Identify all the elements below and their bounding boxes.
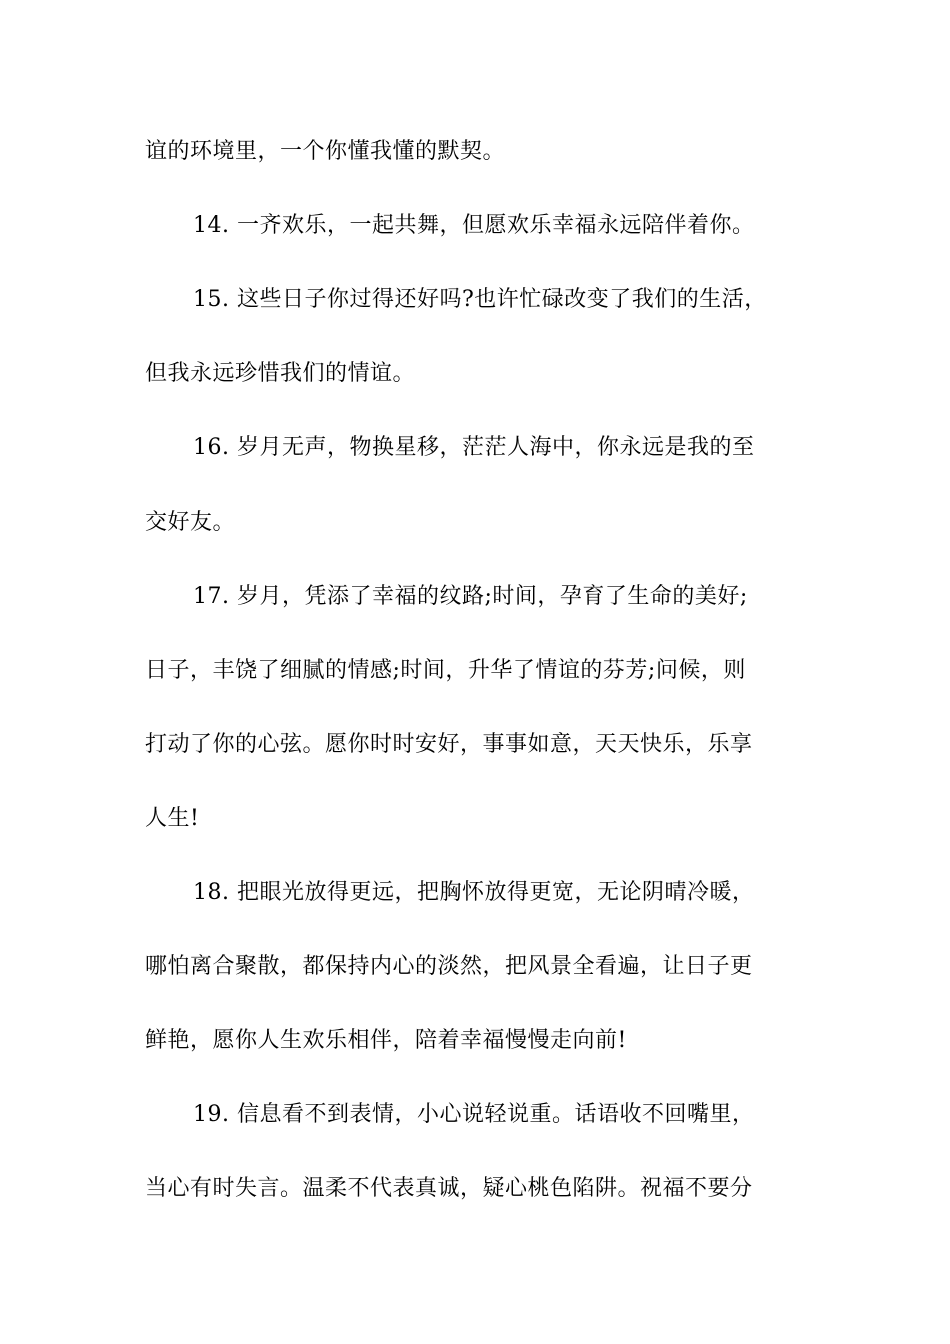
text-line: 打动了你的心弦。愿你时时安好，事事如意，天天快乐，乐享 xyxy=(145,732,753,757)
text-line: 15. 这些日子你过得还好吗?也许忙碌改变了我们的生活， xyxy=(193,287,767,312)
text-line: 19. 信息看不到表情，小心说轻说重。话语收不回嘴里， xyxy=(193,1102,755,1127)
text-line: 哪怕离合聚散，都保持内心的淡然，把风景全看遍，让日子更 xyxy=(145,954,753,979)
text-line: 但我永远珍惜我们的情谊。 xyxy=(145,361,416,386)
text-line: 17. 岁月，凭添了幸福的纹路;时间，孕育了生命的美好; xyxy=(193,584,748,609)
text-line: 谊的环境里，一个你懂我懂的默契。 xyxy=(145,139,506,164)
text-line: 16. 岁月无声，物换星移，茫茫人海中，你永远是我的至 xyxy=(193,435,755,460)
text-line: 14. 一齐欢乐，一起共舞，但愿欢乐幸福永远陪伴着你。 xyxy=(193,213,755,238)
text-line: 鲜艳，愿你人生欢乐相伴，陪着幸福慢慢走向前! xyxy=(145,1028,627,1053)
text-line: 日子，丰饶了细腻的情感;时间，升华了情谊的芬芳;问候，则 xyxy=(145,658,746,683)
text-line: 交好友。 xyxy=(145,510,236,535)
text-line: 人生! xyxy=(145,806,200,831)
text-line: 18. 把眼光放得更远，把胸怀放得更宽，无论阴晴冷暖， xyxy=(193,880,755,905)
text-line: 当心有时失言。温柔不代表真诚，疑心桃色陷阱。祝福不要分 xyxy=(145,1176,753,1201)
